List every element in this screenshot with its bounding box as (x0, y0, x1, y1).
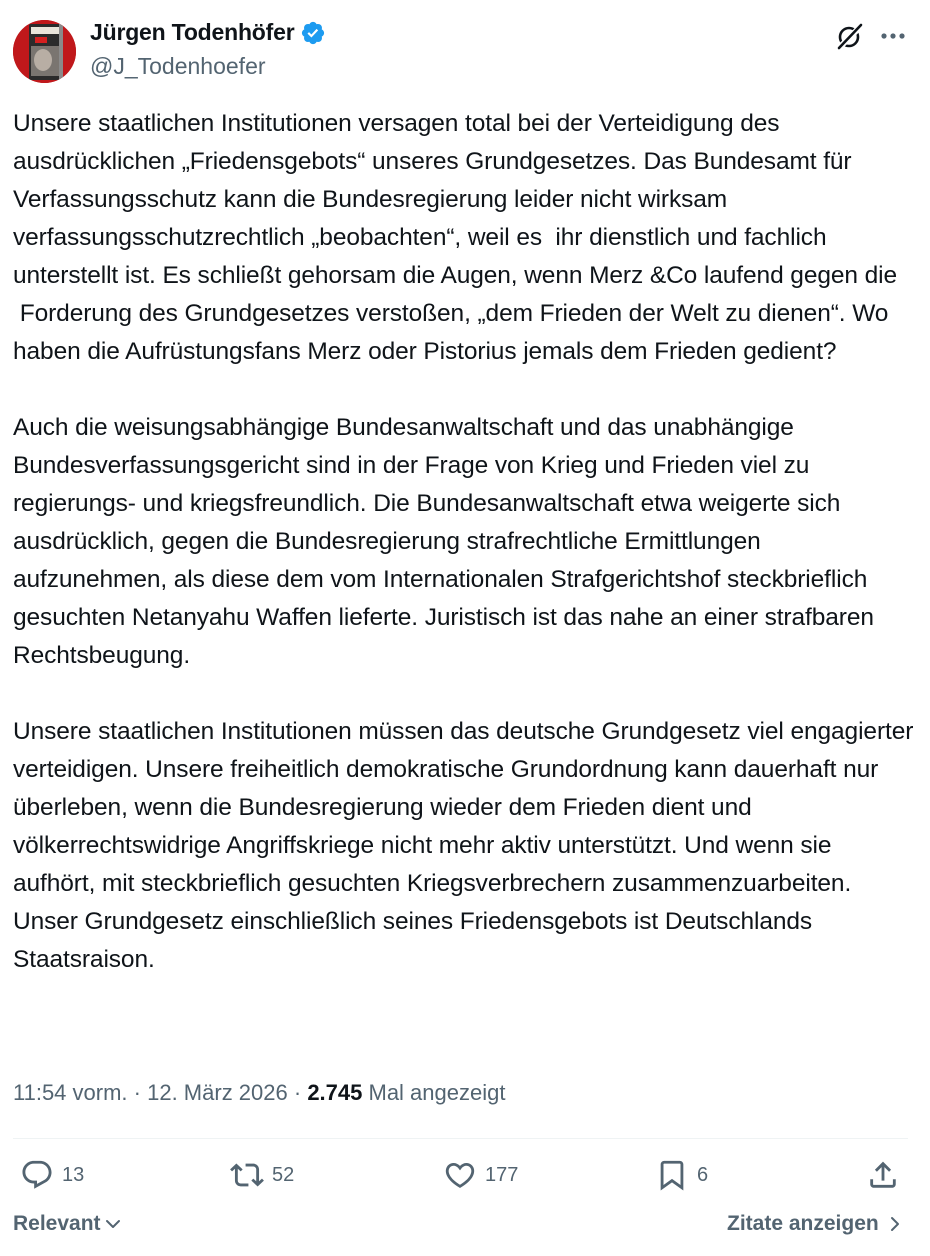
avatar-book-cover-image (13, 20, 76, 83)
tweet-meta (13, 1080, 505, 1106)
view-count[interactable]: 2.745 (307, 1080, 363, 1105)
bookmark-icon (655, 1158, 689, 1192)
chevron-down-icon (103, 1214, 123, 1234)
more-options-icon[interactable] (876, 20, 910, 52)
meta-separator: · (287, 1080, 308, 1105)
view-quotes-label: Zitate anzeigen (727, 1212, 879, 1235)
view-quotes-link[interactable] (727, 1212, 905, 1236)
meta-separator: · (127, 1080, 148, 1105)
view-count-label: Mal angezeigt (362, 1080, 506, 1105)
author-name-row (90, 19, 326, 46)
repost-button[interactable] (230, 1158, 294, 1192)
chevron-right-icon (885, 1214, 905, 1234)
avatar[interactable] (13, 20, 76, 83)
tweet-text: Unsere staatlichen Institutionen versagen total bei der Verteidigung des ausdrücklichen „Friedensgebots“ unseres Grundgesetzes. Das Bundesamt für Verfassungsschutz kann die Bundesregierung leider nicht wirksam verfassungsschutzrechtlich „beobachten“, weil es ihr dienstlich und fachlich unterstellt ist. Es schließt gehorsam die Augen, wenn Merz &Co laufend gegen die Forderung des Grundgesetzes verstoßen, „dem Frieden der Welt zu dienen“. Wo haben die Aufrüstungsfans Merz oder Pistorius jemals dem Frieden gedient? Auch die weisungsabhängige Bundesanwaltschaft und das unabhängige Bundesverfassungsgericht sind in der Frage von Krieg und Frieden viel zu regierungs- und kriegsfreundlich. Die Bundesanwaltschaft etwa weigerte sich ausdrücklich, gegen die Bundesregierung strafrechtliche Ermittlungen aufzunehmen, als diese dem vom Internationalen Strafgerichtshof steckbrieflich gesuchten Netanyahu Waffen lieferte. Juristisch ist das nahe an einer strafbaren Rechtsbeugung. Unsere staatlichen Institutionen müssen das deutsche Grundgesetz viel engagierter verteidigen. Unsere freiheitlich demokratische Grundordnung kann dauerhaft nur überleben, wenn die Bundesregierung wieder dem Frieden dient und völkerrechtswidrige Angriffskriege nicht mehr aktiv unterstützt. Und wenn sie aufhört, mit steckbrieflich gesuchten Kriegsverbrechern zusammenzuarbeiten. Unser Grundgesetz einschließlich seines Friedensgebots ist Deutschlands Staatsraison. (13, 110, 914, 973)
sort-label: Relevant (13, 1212, 101, 1235)
bookmark-count: 6 (697, 1163, 709, 1186)
grok-icon[interactable] (834, 20, 866, 52)
author-handle[interactable]: @J_Todenhoefer (90, 53, 266, 79)
repost-icon (230, 1158, 264, 1192)
tweet-date[interactable]: 12. März 2026 (147, 1080, 288, 1105)
reply-icon (20, 1158, 54, 1192)
like-count: 177 (485, 1163, 519, 1186)
share-icon (866, 1158, 900, 1192)
like-button[interactable] (443, 1158, 518, 1192)
bookmark-button[interactable] (655, 1158, 708, 1192)
repost-count: 52 (272, 1163, 295, 1186)
share-button[interactable] (866, 1158, 900, 1192)
tweet-time[interactable]: 11:54 vorm. (13, 1080, 128, 1105)
author-display-name[interactable]: Jürgen Todenhöfer (90, 19, 295, 45)
sort-replies-dropdown[interactable] (13, 1212, 123, 1236)
heart-icon (443, 1158, 477, 1192)
verified-badge-icon[interactable] (300, 20, 326, 46)
reply-count: 13 (62, 1163, 85, 1186)
reply-button[interactable] (20, 1158, 84, 1192)
divider (13, 1138, 908, 1139)
